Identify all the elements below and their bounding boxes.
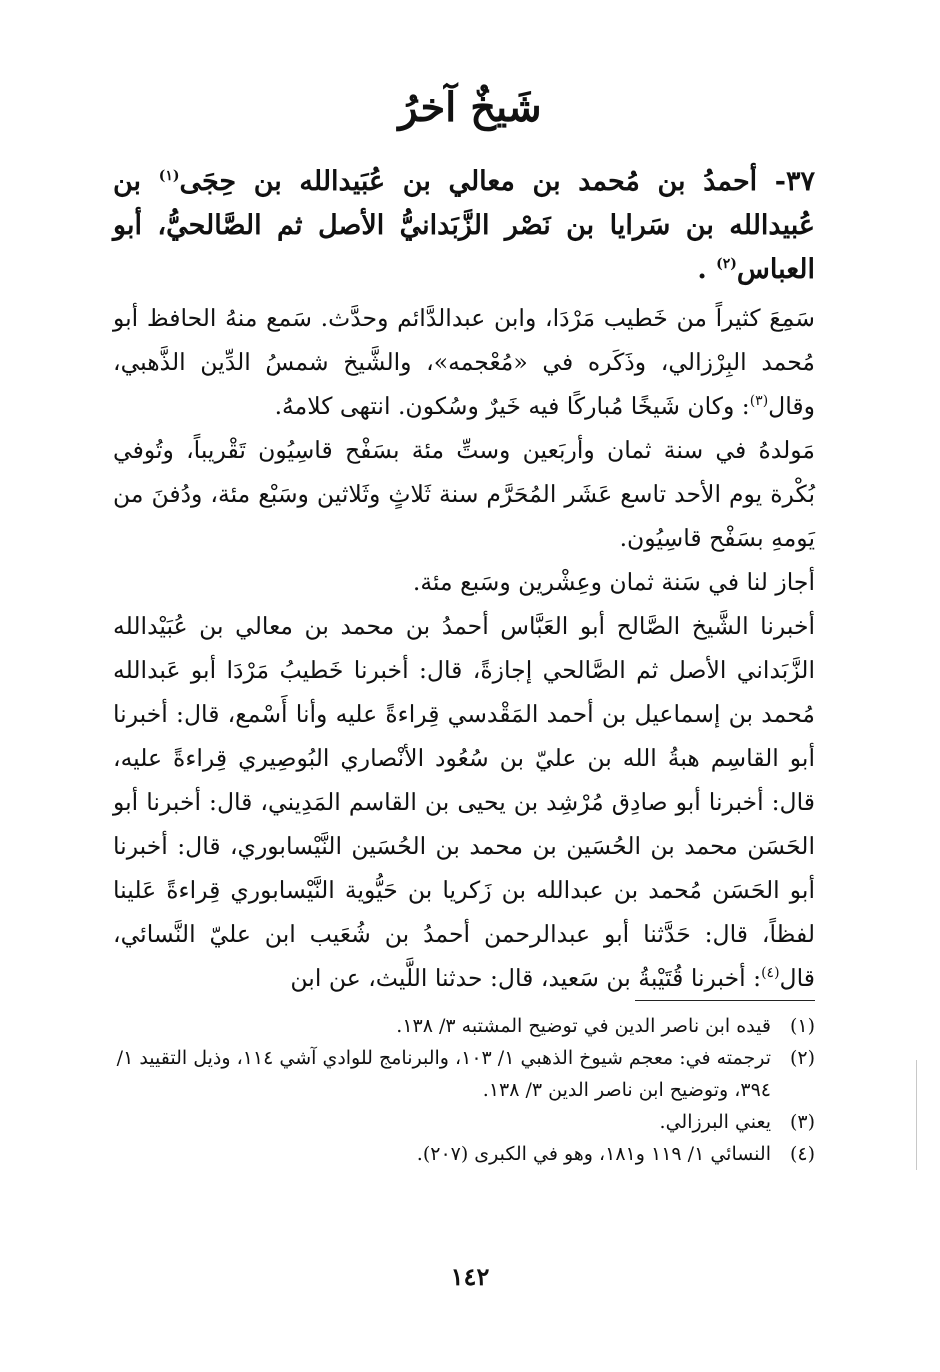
paragraph-birth-death: مَولدهُ في سنة ثمان وأربَعين وستِّ مئة بسَفْح قاسِيُون تَقْريباً، وتُوفي بُكْرة يوم الأحد تاسع عَشَر المُحَرَّم سنة ثَلاثٍ وثَلاثين وسَبْع مئة، ودُفنَ من يَومهِ بسَفْح قاسِيُون. [113, 436, 815, 552]
footnote-number: (٢) [789, 1047, 815, 1069]
entry-heading-lineage: بن عُبيدالله بن سَرايا بن نَصْر الزَّبَدانيُّ الأصل ثم الصَّالحيُّ، أبو العباس [113, 166, 815, 285]
paragraph-hearing-text: سَمِعَ كثيراً من خَطيب مَرْدَا، وابن عبدالدَّائم وحدَّث. سَمع منهُ الحافظ أبو مُحمد البِرْزالي، وذَكَره في «مُعْجمه»، والشَّيخ شمسُ الدِّين الذَّهبي، وقال [113, 304, 815, 420]
body-text [113, 296, 815, 1000]
footnote-text: يعني البرزالي. [659, 1111, 771, 1133]
section-title: شَيخٌ آخرُ [398, 84, 542, 131]
footnote-1 [113, 1010, 815, 1042]
paragraph-isnad [113, 604, 815, 1000]
paragraph-hearing [113, 296, 815, 428]
footnote-ref-3: (٣) [749, 393, 769, 410]
paragraph-isnad-text: أخبرنا الشَّيخ الصَّالح أبو العَبَّاس أحمدُ بن محمد بن معالي بن عُبَيْدالله الزَّبَداني الأصل ثم الصَّالحي إجازةً، قال: أخبرنا خَطيبُ مَرْدَا أبو عَبدالله مُحمد بن إسماعيل بن أحمد المَقْدسي قِراءةً عليه وأنا أَسْمع، قال: أخبرنا أبو القاسِم هبةُ الله بن عليّ بن سُعُود الأنْصاري البُوصِيري قِراءةً عليه، قال: أخبرنا أبو صادِق مُرْشِد بن يحيى بن القاسم المَدِيني، قال: أخبرنا أبو الحَسَن محمد بن الحُسَين بن محمد بن الحُسَين النَّيْسابوري، قال: أخبرنا أبو الحَسَن مُحمد بن عبدالله بن زَكريا بن حَيُّوية النَّيْسابوري قِراءةً عَلينا لفظاً، قال: حَدَّثنا أبو عبدالرحمن أحمدُ بن شُعَيب ابن عليّ النَّسائي، قال [113, 612, 815, 992]
footnote-ref-4: (٤) [761, 965, 780, 982]
footnote-text: قيده ابن ناصر الدين في توضيح المشتبه ٣/ ١٣٨. [396, 1015, 771, 1037]
scan-artifact-line [916, 1060, 917, 1170]
paragraph-hearing-quote: : وكان شَيخًا مُباركًا فيه خَيرٌ وسُكون. انتهى كلامهُ. [274, 392, 750, 420]
footnote-number: (٤) [789, 1143, 815, 1165]
entry-heading [113, 160, 815, 292]
entry-heading-name: ٣٧- أحمدُ بن مُحمد بن معالي بن عُبَيدالله بن حِجَى [179, 166, 816, 197]
entry-heading-end: . [697, 254, 717, 285]
footnote-ref-1: (١) [158, 168, 180, 184]
footnote-text: النسائي ١/ ١١٩ و١٨١، وهو في الكبرى (٢٠٧). [416, 1143, 771, 1165]
footnote-ref-2: (٢) [716, 256, 737, 272]
footnote-number: (١) [789, 1015, 815, 1037]
footnote-number: (٣) [789, 1111, 815, 1133]
page-number: ١٤٢ [450, 1262, 490, 1291]
paragraph-ijaza: أجاز لنا في سَنة ثمان وعِشْرين وسَبع مئة. [412, 568, 815, 596]
footnote-4 [113, 1138, 815, 1170]
footnote-text: ترجمته في: معجم شيوخ الذهبي ١/ ١٠٣، والبرنامج للوادي آشي ١١٤، وذيل التقييد ١/ ٣٩٤، وتوضيح ابن ناصر الدين ٣/ ١٣٨. [116, 1047, 771, 1101]
footnotes [113, 1010, 815, 1170]
footnote-divider [635, 1000, 815, 1001]
footnote-2 [113, 1042, 815, 1106]
footnote-3 [113, 1106, 815, 1138]
paragraph-isnad-end: : أخبرنا قُتَيْبةُ بن سَعيد، قال: حدثنا اللَّيث، عن ابن [290, 964, 762, 992]
